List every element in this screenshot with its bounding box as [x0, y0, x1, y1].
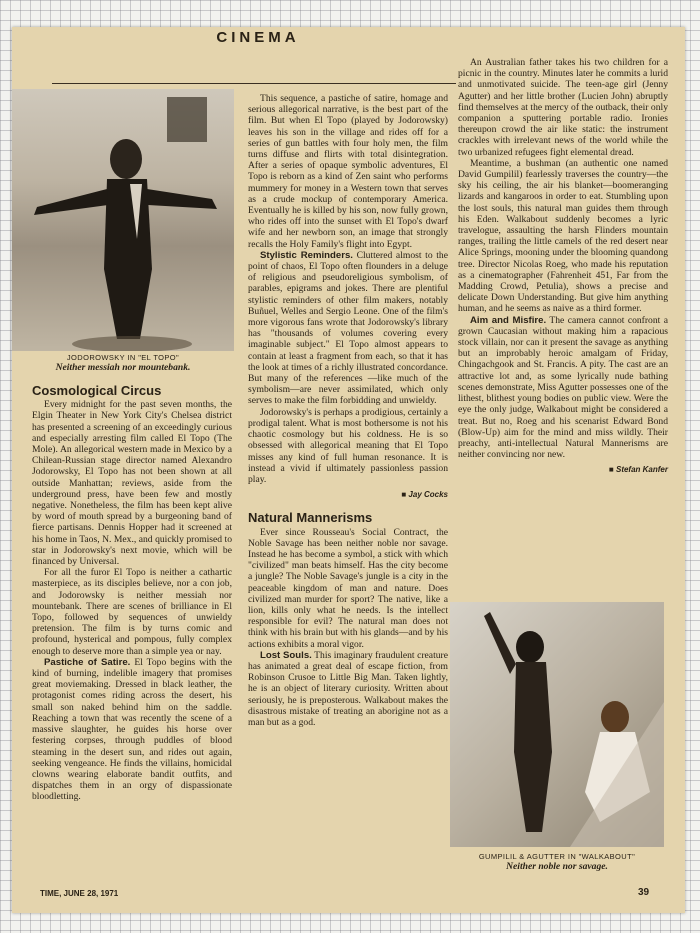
footer-issue: TIME, JUNE 28, 1971: [40, 889, 119, 898]
article1-paragraph: This sequence, a pastiche of satire, homage and serious allegorical narrative, is the best part of the film. But when El Topo (played by Jodorowsky) leaves his son in the village and rides off for a series of gun battles with four holy men, the film turns diffuse and flirts with total disintegration. After a series of opaque symbolic adventures, El Topo is reborn as a kind of Zen saint who performs mummery for money in a Western town that serves as a crude mockup of contemporary America. Eventually he is killed by his son, now fully grown, who rides off into the sunset with El Topo's dwarf wife and her newborn son, an image that strongly recalls the Holy Family's flight into Egypt.: [248, 93, 448, 250]
photo1-caption: [12, 353, 234, 373]
photo2-caption-text: Neither noble nor savage.: [506, 861, 608, 872]
article2-paragraph: [458, 315, 668, 461]
article1-subhead: Pastiche of Satire.: [44, 656, 131, 668]
column-1: [32, 383, 232, 803]
magazine-page: [12, 27, 685, 913]
article1-paragraph-text: Cluttered almost to the point of chaos, El Topo often flounders in a deluge of religious and pseudoreligious symbolism, of parables, epigrams and jokes. There are plentiful stylistic reminders of other film makers, notably Buñuel, Welles and Sergio Leone. One of the film's more vigorous fans wrote that Jodorowsky's library has "thousands of volumes covering every imaginable subject." El Topo almost appears to contain at least a fragment from each, so that it has the look at times of a richly illustrated concordance. But many of the references —like much of the symbolism—are never assimilated, which only serves to make the film forbidding and unwieldy.: [248, 249, 448, 407]
article1-paragraph-text: El Topo begins with the kind of burning, indelible imagery that promises great moviemaking. Dressed in black leather, the protagonist comes riding across the desert, his small son naked behind him on the saddle. Reaching a town that was recently the scene of a massive slaughter, he guides his horse over festering corpses, through puddles of blood steaming in the desert sun, and rides out again, seeking vengeance. He finds the villains, homicidal clowns wearing elaborate bandit outfits, and dispatches them in an orgy of dispassionate bloodletting.: [32, 656, 232, 803]
article2-paragraph: Ever since Rousseau's Social Contract, the Noble Savage has been neither noble nor savage. Instead he has become a symbol, a stick with which "civilized" man beats himself. Has the city become a jungle? The Noble Savage's jungle is a city in the peaceable kingdom of man and nature. Does civilized man murder for sport? The native, like a lion, kills only what he needs. Is the intellect responsible for evil? The natural man does not think with his brain but with his glands—and by his actions exhibits a moral vigor.: [248, 526, 448, 650]
photo2-caption: [450, 852, 664, 872]
gumpilil-agutter-figures: [450, 602, 664, 847]
article2-paragraph-text: This imaginary fraudulent creature has animated a great deal of escape fiction, from Robinson Crusoe to Little Big Man. Taken lightly, he is an object of literary curiosity. Written about seriously, he is preposterous. Walkabout makes the disastrous mistake of treating an aborigine not as a man but as a god.: [248, 649, 448, 728]
photo-el-topo: [12, 89, 234, 351]
article2-headline: Natural Mannerisms: [248, 510, 373, 526]
article2-subhead: Lost Souls.: [260, 649, 312, 661]
photo1-caption-text: Neither messiah nor mountebank.: [55, 362, 191, 373]
photo1-caption-title: JODOROWSKY IN "EL TOPO": [66, 353, 180, 362]
article1-byline: ■ Jay Cocks: [401, 490, 448, 500]
article1-paragraph: Every midnight for the past seven months, the Elgin Theater in New York City's Chelsea district has presented a screening of an exceedingly curious and especially arresting film called El Topo (The Mole). An allegorical western made in Mexico by a Chilean-Russian stage director named Alexandro Jodorowsky, El Topo has not been shown at all outside Manhattan; reviews, aside from the underground press, have been few and mostly negative. Nonetheless, the film has been kept alive by word of mouth spread by a burgeoning band of fierce partisans. Dennis Hopper had it screened at his home in Taos, N. Mex., and quickly promised to star in Jodorowsky's next movie, which will be financed by Universal.: [32, 399, 232, 568]
column-2: [248, 93, 448, 728]
article2-paragraph-text: The camera cannot confront a grown Caucasian without making him a rapacious stock villain, nor can it present the savage as anything but an improbably heroic amalgam of Friday, Chingachgook and St. Francis. A pity. The cast are an attractive lot and, as some lyrically nude bathing scenes demonstrate, Miss Agutter possesses one of the lithest, blithest young bodies on public view. Were the eye the only judge, Walkabout might be considered a treat. But no, Roeg and his scenarist Edward Bond (Blow-Up) aim for the mind and miss wildly. Their preachy, anti-intellectual Natural Mannerisms are neither convincing nor new.: [458, 314, 668, 461]
article2-paragraph: An Australian father takes his two children for a picnic in the country. Minutes later he commits a lurid and unmotivated suicide. The teen-age girl (Jenny Agutter) and her little brother (Lucien John) abruptly find themselves at the mercy of the outback, their only companion a sputtering portable radio. Ironies thereupon crowd the air like static: the instrument crackles with irrelevant news of the world while the two urbanized refugees fight elemental dread.: [458, 57, 668, 158]
article2-paragraph: [248, 650, 448, 728]
jodorowsky-figure: [12, 89, 234, 351]
article2-byline: ■ Stefan Kanfer: [608, 465, 668, 475]
photo-walkabout: [450, 602, 664, 847]
header-rule: [52, 83, 456, 84]
article1-subhead: Stylistic Reminders.: [260, 249, 353, 261]
section-title: CINEMA: [216, 29, 300, 46]
page-number: 39: [638, 887, 650, 898]
column-3: [458, 57, 668, 476]
article2-paragraph: Meantime, a bushman (an authentic one named David Gumpilil) fearlessly traverses the country—the sky his ceiling, the air his blanket—boomeranging lizards and kangaroos in order to eat. Stumbling upon the lost souls, this natural man guides them through his Eden. Walkabout suddenly becomes a lyric travelogue, assaulting the harsh Flinders mountain ranges, trailing the little camels of the red desert near Alice Springs, mooning under the blooming quandong tree. Director Nicolas Roeg, who made his reputation as a cinematographer (Fahrenheit 451, Far from the Madding Crowd, Petulia), shows a precise and delicate Down Understanding. But give him anything human, and he seems as naive as a third former.: [458, 157, 668, 315]
article1-paragraph: Jodorowsky's is perhaps a prodigious, certainly a prodigal talent. What is most bothersome is not his chaotic cosmology but his coldness. He is so obsessed with allegorical meaning that El Topo misses any kind of full human resonance. It is instead a vivid if ultimately passionless passion play.: [248, 406, 448, 485]
article1-paragraph: For all the furor El Topo is neither a cathartic masterpiece, as its disciples believe, nor a con job, and Jodorowsky is neither messiah nor mountebank. There are scenes of brilliance in El Topo, followed by sequences of unwieldy pretension. The film is by turns comic and profound, hysterical and pompous, fully complex enough to deserve more than a simple yea or nay.: [32, 567, 232, 657]
article1-headline: Cosmological Circus: [32, 383, 162, 398]
photo2-caption-title: GUMPILIL & AGUTTER IN "WALKABOUT": [478, 852, 636, 861]
article1-paragraph: [248, 250, 448, 407]
article2-subhead: Aim and Misfire.: [470, 314, 547, 326]
article1-paragraph: [32, 657, 232, 803]
